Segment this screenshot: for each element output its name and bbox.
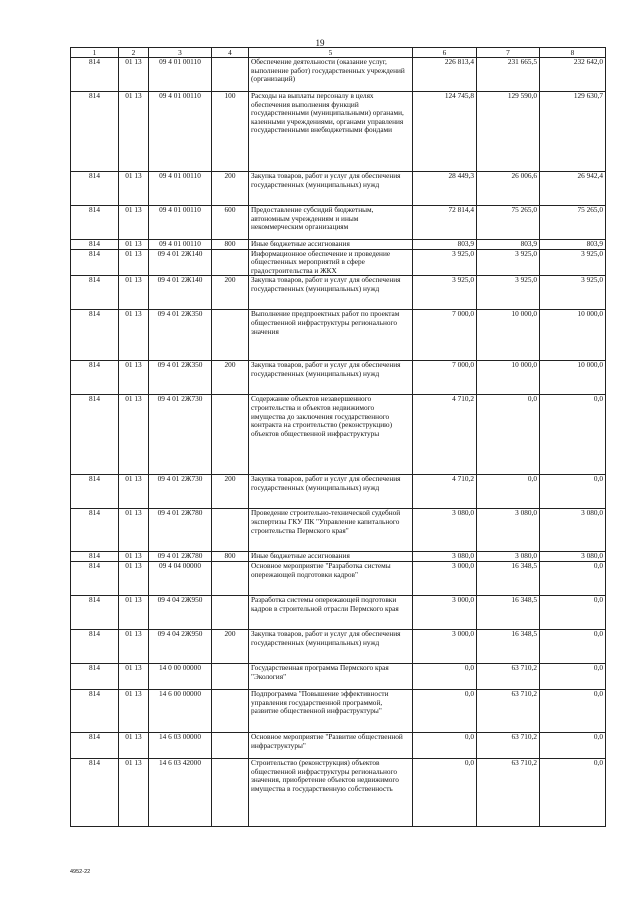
row-description: Иные бюджетные ассигнования <box>249 552 413 562</box>
expense-type-code <box>212 663 249 689</box>
amount-year-1: 28 449,3 <box>413 172 477 206</box>
row-description: Основное мероприятие "Развитие общественной инфраструктуры" <box>249 732 413 758</box>
section-code: 01 13 <box>119 206 149 240</box>
table-row <box>71 361 606 395</box>
table-row <box>71 172 606 206</box>
amount-year-1: 0,0 <box>413 732 477 758</box>
target-article-code: 09 4 04 2Ж950 <box>149 595 212 629</box>
grbs-code: 814 <box>71 310 119 361</box>
section-code: 01 13 <box>119 509 149 552</box>
table-row <box>71 240 606 250</box>
amount-year-2: 63 710,2 <box>477 689 540 732</box>
table-row <box>71 595 606 629</box>
target-article-code: 14 6 03 42000 <box>149 758 212 826</box>
amount-year-3: 0,0 <box>540 561 606 595</box>
grbs-code: 814 <box>71 92 119 172</box>
table-row <box>71 92 606 172</box>
grbs-code: 814 <box>71 361 119 395</box>
amount-year-1: 7 000,0 <box>413 361 477 395</box>
row-description: Иные бюджетные ассигнования <box>249 240 413 250</box>
section-code: 01 13 <box>119 58 149 92</box>
target-article-code: 09 4 01 2Ж350 <box>149 361 212 395</box>
page-number: 19 <box>315 38 325 48</box>
expense-type-code <box>212 595 249 629</box>
row-description: Закупка товаров, работ и услуг для обеспечения государственных (муниципальных) нужд <box>249 276 413 310</box>
table-row <box>71 509 606 552</box>
column-header: 5 <box>249 48 413 58</box>
table-body <box>71 58 606 827</box>
table-row <box>71 206 606 240</box>
amount-year-1: 124 745,8 <box>413 92 477 172</box>
column-header: 1 <box>71 48 119 58</box>
row-description: Основное мероприятие "Разработка системы опережающей подготовки кадров" <box>249 561 413 595</box>
row-description: Предоставление субсидий бюджетным, автономным учреждениям и иным некоммерческим организациям <box>249 206 413 240</box>
expense-type-code <box>212 58 249 92</box>
section-code: 01 13 <box>119 732 149 758</box>
grbs-code: 814 <box>71 595 119 629</box>
grbs-code: 814 <box>71 58 119 92</box>
row-description: Закупка товаров, работ и услуг для обеспечения государственных (муниципальных) нужд <box>249 475 413 509</box>
target-article-code: 09 4 04 2Ж950 <box>149 629 212 663</box>
amount-year-2: 10 000,0 <box>477 361 540 395</box>
target-article-code: 09 4 01 00110 <box>149 92 212 172</box>
amount-year-2: 63 710,2 <box>477 732 540 758</box>
amount-year-2: 26 006,6 <box>477 172 540 206</box>
grbs-code: 814 <box>71 172 119 206</box>
grbs-code: 814 <box>71 663 119 689</box>
amount-year-2: 16 348,5 <box>477 629 540 663</box>
expense-type-code <box>212 509 249 552</box>
amount-year-1: 3 000,0 <box>413 595 477 629</box>
grbs-code: 814 <box>71 395 119 475</box>
grbs-code: 814 <box>71 475 119 509</box>
target-article-code: 09 4 01 00110 <box>149 240 212 250</box>
row-description: Содержание объектов незавершенного строительства и объектов недвижимого имущества до заключения государственного контракта на строительство (реконструкцию) объектов общественной инфраструктуры <box>249 395 413 475</box>
expense-type-code <box>212 689 249 732</box>
amount-year-3: 10 000,0 <box>540 361 606 395</box>
grbs-code: 814 <box>71 629 119 663</box>
target-article-code: 09 4 01 00110 <box>149 172 212 206</box>
amount-year-2: 0,0 <box>477 395 540 475</box>
amount-year-3: 0,0 <box>540 475 606 509</box>
row-description: Строительство (реконструкция) объектов общественной инфраструктуры регионального значения, приобретение объектов недвижимого имущества в государственную собственность <box>249 758 413 826</box>
section-code: 01 13 <box>119 758 149 826</box>
amount-year-3: 0,0 <box>540 629 606 663</box>
document-code: 4952-22 <box>70 869 91 875</box>
target-article-code: 09 4 01 2Ж140 <box>149 249 212 276</box>
table-row <box>71 732 606 758</box>
expense-type-code: 800 <box>212 240 249 250</box>
target-article-code: 09 4 01 00110 <box>149 58 212 92</box>
expense-type-code: 200 <box>212 361 249 395</box>
section-code: 01 13 <box>119 475 149 509</box>
expense-type-code: 200 <box>212 276 249 310</box>
grbs-code: 814 <box>71 732 119 758</box>
section-code: 01 13 <box>119 249 149 276</box>
target-article-code: 09 4 04 00000 <box>149 561 212 595</box>
row-description: Закупка товаров, работ и услуг для обеспечения государственных (муниципальных) нужд <box>249 361 413 395</box>
amount-year-1: 0,0 <box>413 689 477 732</box>
amount-year-2: 3 080,0 <box>477 552 540 562</box>
amount-year-3: 0,0 <box>540 732 606 758</box>
table-row <box>71 310 606 361</box>
grbs-code: 814 <box>71 276 119 310</box>
expense-type-code: 200 <box>212 629 249 663</box>
table-row <box>71 629 606 663</box>
section-code: 01 13 <box>119 240 149 250</box>
section-code: 01 13 <box>119 552 149 562</box>
row-description: Закупка товаров, работ и услуг для обеспечения государственных (муниципальных) нужд <box>249 629 413 663</box>
amount-year-2: 3 925,0 <box>477 276 540 310</box>
table-row <box>71 276 606 310</box>
section-code: 01 13 <box>119 663 149 689</box>
grbs-code: 814 <box>71 240 119 250</box>
section-code: 01 13 <box>119 310 149 361</box>
target-article-code: 14 6 03 00000 <box>149 732 212 758</box>
grbs-code: 814 <box>71 758 119 826</box>
row-description: Информационное обеспечение и проведение общественных мероприятий в сфере градостроительства и ЖКХ <box>249 249 413 276</box>
table-row <box>71 475 606 509</box>
target-article-code: 09 4 01 2Ж780 <box>149 552 212 562</box>
table-row <box>71 758 606 826</box>
grbs-code: 814 <box>71 689 119 732</box>
grbs-code: 814 <box>71 552 119 562</box>
amount-year-3: 75 265,0 <box>540 206 606 240</box>
section-code: 01 13 <box>119 361 149 395</box>
expense-type-code <box>212 561 249 595</box>
expense-type-code <box>212 395 249 475</box>
row-description: Расходы на выплаты персоналу в целях обеспечения выполнения функций государственными (муниципальными) органами, казенными учреждениями, органами управления государственными внебюджетными фондами <box>249 92 413 172</box>
amount-year-1: 3 000,0 <box>413 629 477 663</box>
column-header: 7 <box>477 48 540 58</box>
column-header: 3 <box>149 48 212 58</box>
expense-type-code <box>212 758 249 826</box>
section-code: 01 13 <box>119 689 149 732</box>
table-row <box>71 249 606 276</box>
amount-year-2: 803,9 <box>477 240 540 250</box>
amount-year-3: 129 630,7 <box>540 92 606 172</box>
section-code: 01 13 <box>119 395 149 475</box>
amount-year-1: 72 814,4 <box>413 206 477 240</box>
table-row <box>71 689 606 732</box>
amount-year-3: 0,0 <box>540 663 606 689</box>
amount-year-2: 0,0 <box>477 475 540 509</box>
amount-year-2: 75 265,0 <box>477 206 540 240</box>
section-code: 01 13 <box>119 172 149 206</box>
section-code: 01 13 <box>119 561 149 595</box>
amount-year-1: 3 925,0 <box>413 249 477 276</box>
expense-type-code <box>212 310 249 361</box>
amount-year-2: 231 665,5 <box>477 58 540 92</box>
amount-year-3: 26 942,4 <box>540 172 606 206</box>
amount-year-2: 3 080,0 <box>477 509 540 552</box>
grbs-code: 814 <box>71 249 119 276</box>
amount-year-1: 226 813,4 <box>413 58 477 92</box>
section-code: 01 13 <box>119 595 149 629</box>
table-row <box>71 552 606 562</box>
amount-year-3: 3 080,0 <box>540 509 606 552</box>
target-article-code: 14 0 00 00000 <box>149 663 212 689</box>
row-description: Закупка товаров, работ и услуг для обеспечения государственных (муниципальных) нужд <box>249 172 413 206</box>
amount-year-3: 0,0 <box>540 595 606 629</box>
grbs-code: 814 <box>71 509 119 552</box>
column-header: 4 <box>212 48 249 58</box>
amount-year-3: 3 925,0 <box>540 276 606 310</box>
expense-type-code: 100 <box>212 92 249 172</box>
amount-year-3: 10 000,0 <box>540 310 606 361</box>
amount-year-1: 3 080,0 <box>413 509 477 552</box>
expense-type-code: 200 <box>212 475 249 509</box>
amount-year-3: 3 080,0 <box>540 552 606 562</box>
expense-type-code <box>212 249 249 276</box>
target-article-code: 09 4 01 2Ж350 <box>149 310 212 361</box>
target-article-code: 09 4 01 2Ж730 <box>149 475 212 509</box>
section-code: 01 13 <box>119 92 149 172</box>
table-header-row <box>71 48 606 58</box>
expense-type-code: 600 <box>212 206 249 240</box>
amount-year-1: 803,9 <box>413 240 477 250</box>
amount-year-3: 0,0 <box>540 689 606 732</box>
row-description: Подпрограмма "Повышение эффективности управления государственной программой, развитие общественной инфраструктуры" <box>249 689 413 732</box>
grbs-code: 814 <box>71 561 119 595</box>
expense-type-code: 200 <box>212 172 249 206</box>
amount-year-2: 129 590,0 <box>477 92 540 172</box>
amount-year-1: 3 925,0 <box>413 276 477 310</box>
row-description: Проведение строительно-технической судебной экспертизы ГКУ ПК "Управление капитального строительства Пермского края" <box>249 509 413 552</box>
amount-year-2: 16 348,5 <box>477 561 540 595</box>
amount-year-1: 0,0 <box>413 758 477 826</box>
target-article-code: 09 4 01 00110 <box>149 206 212 240</box>
amount-year-1: 7 000,0 <box>413 310 477 361</box>
row-description: Обеспечение деятельности (оказание услуг, выполнение работ) государственных учреждений (организаций) <box>249 58 413 92</box>
budget-table <box>70 47 606 827</box>
amount-year-2: 3 925,0 <box>477 249 540 276</box>
column-header: 2 <box>119 48 149 58</box>
column-header: 8 <box>540 48 606 58</box>
table-row <box>71 58 606 92</box>
amount-year-2: 16 348,5 <box>477 595 540 629</box>
table-row <box>71 561 606 595</box>
row-description: Разработка системы опережающей подготовки кадров в строительной отрасли Пермского края <box>249 595 413 629</box>
column-header: 6 <box>413 48 477 58</box>
grbs-code: 814 <box>71 206 119 240</box>
amount-year-2: 63 710,2 <box>477 663 540 689</box>
amount-year-3: 0,0 <box>540 758 606 826</box>
section-code: 01 13 <box>119 276 149 310</box>
amount-year-1: 4 710,2 <box>413 395 477 475</box>
amount-year-1: 3 080,0 <box>413 552 477 562</box>
amount-year-3: 803,9 <box>540 240 606 250</box>
target-article-code: 14 6 00 00000 <box>149 689 212 732</box>
row-description: Государственная программа Пермского края "Экология" <box>249 663 413 689</box>
table-row <box>71 663 606 689</box>
section-code: 01 13 <box>119 629 149 663</box>
expense-type-code: 800 <box>212 552 249 562</box>
amount-year-1: 4 710,2 <box>413 475 477 509</box>
amount-year-2: 10 000,0 <box>477 310 540 361</box>
amount-year-3: 232 642,0 <box>540 58 606 92</box>
table-row <box>71 395 606 475</box>
amount-year-2: 63 710,2 <box>477 758 540 826</box>
amount-year-1: 3 000,0 <box>413 561 477 595</box>
amount-year-3: 3 925,0 <box>540 249 606 276</box>
target-article-code: 09 4 01 2Ж780 <box>149 509 212 552</box>
amount-year-3: 0,0 <box>540 395 606 475</box>
row-description: Выполнение предпроектных работ по проектам общественной инфраструктуры регионального значения <box>249 310 413 361</box>
target-article-code: 09 4 01 2Ж140 <box>149 276 212 310</box>
expense-type-code <box>212 732 249 758</box>
target-article-code: 09 4 01 2Ж730 <box>149 395 212 475</box>
amount-year-1: 0,0 <box>413 663 477 689</box>
